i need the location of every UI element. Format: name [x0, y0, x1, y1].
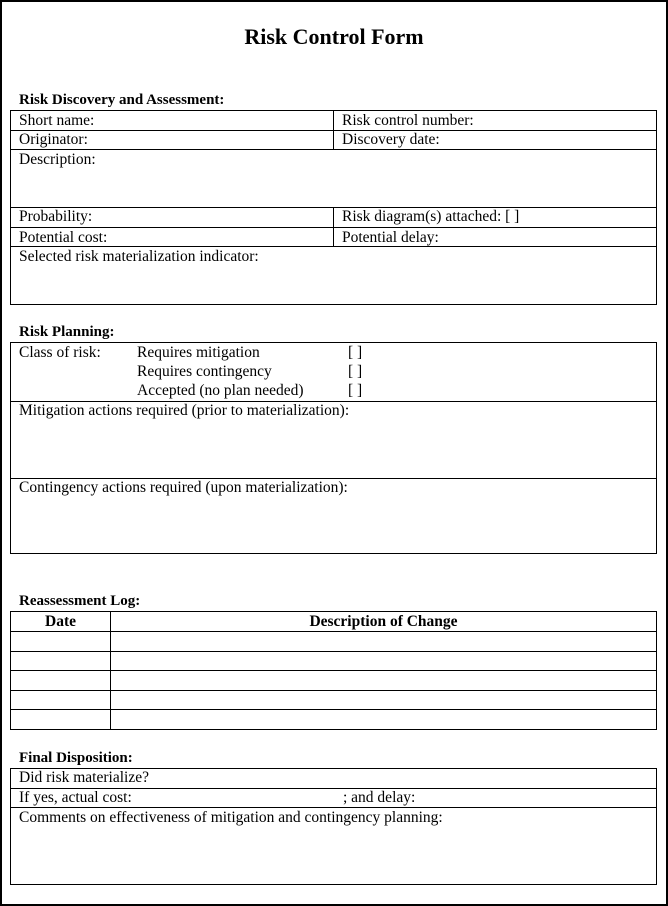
potential-cost-field[interactable]: Potential cost:: [19, 229, 108, 246]
planning-heading: Risk Planning:: [19, 324, 115, 340]
potential-delay-field[interactable]: Potential delay:: [342, 229, 439, 246]
log-col-date: Date: [45, 613, 76, 630]
final-heading: Final Disposition:: [19, 750, 133, 766]
class-accepted-checkbox[interactable]: [ ]: [348, 382, 363, 399]
materialize-field[interactable]: Did risk materialize?: [19, 769, 149, 786]
probability-field[interactable]: Probability:: [19, 208, 93, 225]
mitigation-field[interactable]: Mitigation actions required (prior to materialization):: [19, 402, 350, 419]
comments-field[interactable]: Comments on effectiveness of mitigation and contingency planning:: [19, 809, 443, 826]
final-box: [10, 768, 657, 885]
risk-control-number-field[interactable]: Risk control number:: [342, 112, 474, 129]
originator-field[interactable]: Originator:: [19, 131, 88, 148]
class-contingency-label: Requires contingency: [137, 363, 272, 380]
planning-box: [10, 342, 657, 554]
actual-cost-field[interactable]: If yes, actual cost:: [19, 789, 132, 806]
class-accepted-label: Accepted (no plan needed): [137, 382, 304, 399]
discovery-box: [10, 110, 657, 305]
class-of-risk-label: Class of risk:: [19, 344, 101, 361]
class-mitigation-label: Requires mitigation: [137, 344, 260, 361]
indicator-field[interactable]: Selected risk materialization indicator:: [19, 248, 259, 265]
risk-diagram-checkbox[interactable]: Risk diagram(s) attached: [ ]: [342, 208, 520, 225]
class-contingency-checkbox[interactable]: [ ]: [348, 363, 363, 380]
delay-field[interactable]: ; and delay:: [343, 789, 416, 806]
description-field[interactable]: Description:: [19, 151, 96, 168]
short-name-field[interactable]: Short name:: [19, 112, 95, 129]
form-title: Risk Control Form: [244, 24, 424, 49]
contingency-field[interactable]: Contingency actions required (upon materialization):: [19, 479, 348, 496]
log-table: [10, 611, 657, 730]
discovery-heading: Risk Discovery and Assessment:: [19, 92, 225, 108]
discovery-date-field[interactable]: Discovery date:: [342, 131, 440, 148]
log-heading: Reassessment Log:: [19, 593, 141, 609]
class-mitigation-checkbox[interactable]: [ ]: [348, 344, 363, 361]
log-col-desc: Description of Change: [309, 613, 458, 630]
